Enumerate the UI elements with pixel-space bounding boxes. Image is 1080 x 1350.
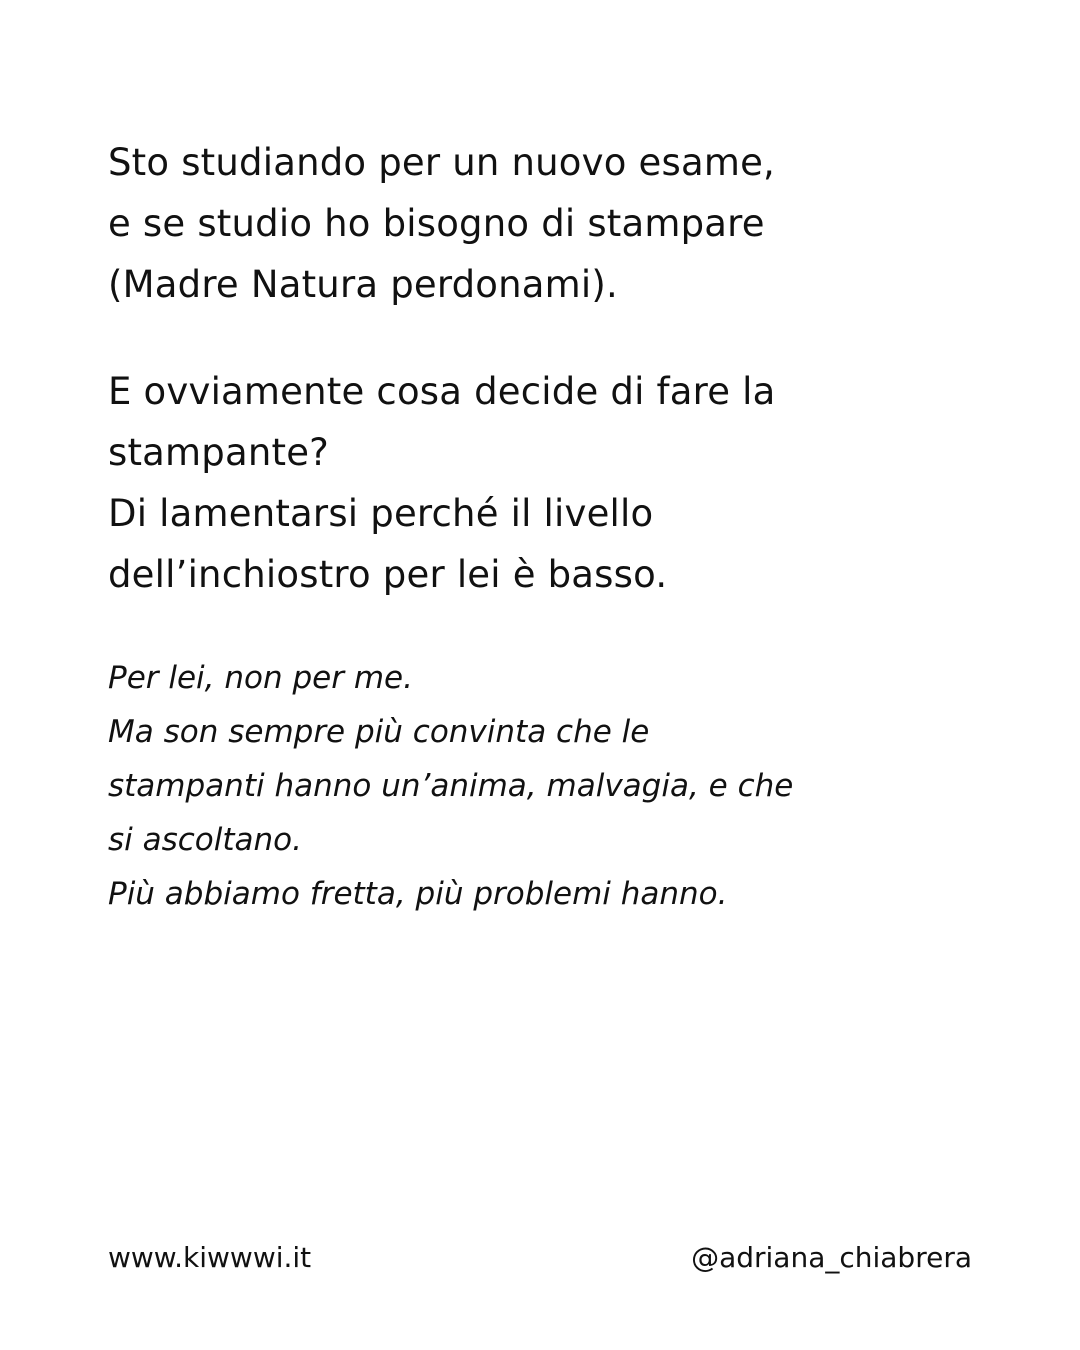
paragraph-1 — [108, 132, 988, 315]
text-line: Sto studiando per un nuovo esame, — [108, 141, 775, 184]
italic-line: Più abbiamo fretta, più problemi hanno. — [108, 876, 728, 912]
text-line: E ovviamente cosa decide di fare la — [108, 370, 776, 413]
paragraph-2 — [108, 361, 988, 605]
italic-line: Per lei, non per me. — [108, 660, 413, 696]
text-line: dell’inchiostro per lei è basso. — [108, 553, 668, 596]
post-body — [108, 132, 988, 921]
italic-line: stampanti hanno un’anima, malvagia, e che — [108, 768, 794, 804]
italic-line: si ascoltano. — [108, 822, 303, 858]
footer — [108, 1238, 972, 1278]
website-link[interactable]: www.kiwwwi.it — [108, 1241, 312, 1274]
author-handle[interactable]: @adriana_chiabrera — [691, 1241, 972, 1274]
text-line: stampante? — [108, 431, 330, 474]
text-line: (Madre Natura perdonami). — [108, 263, 618, 306]
italic-line: Ma son sempre più convinta che le — [108, 714, 650, 750]
text-line: Di lamentarsi perché il livello — [108, 492, 654, 535]
text-line: e se studio ho bisogno di stampare — [108, 202, 765, 245]
italic-paragraph — [108, 651, 988, 921]
